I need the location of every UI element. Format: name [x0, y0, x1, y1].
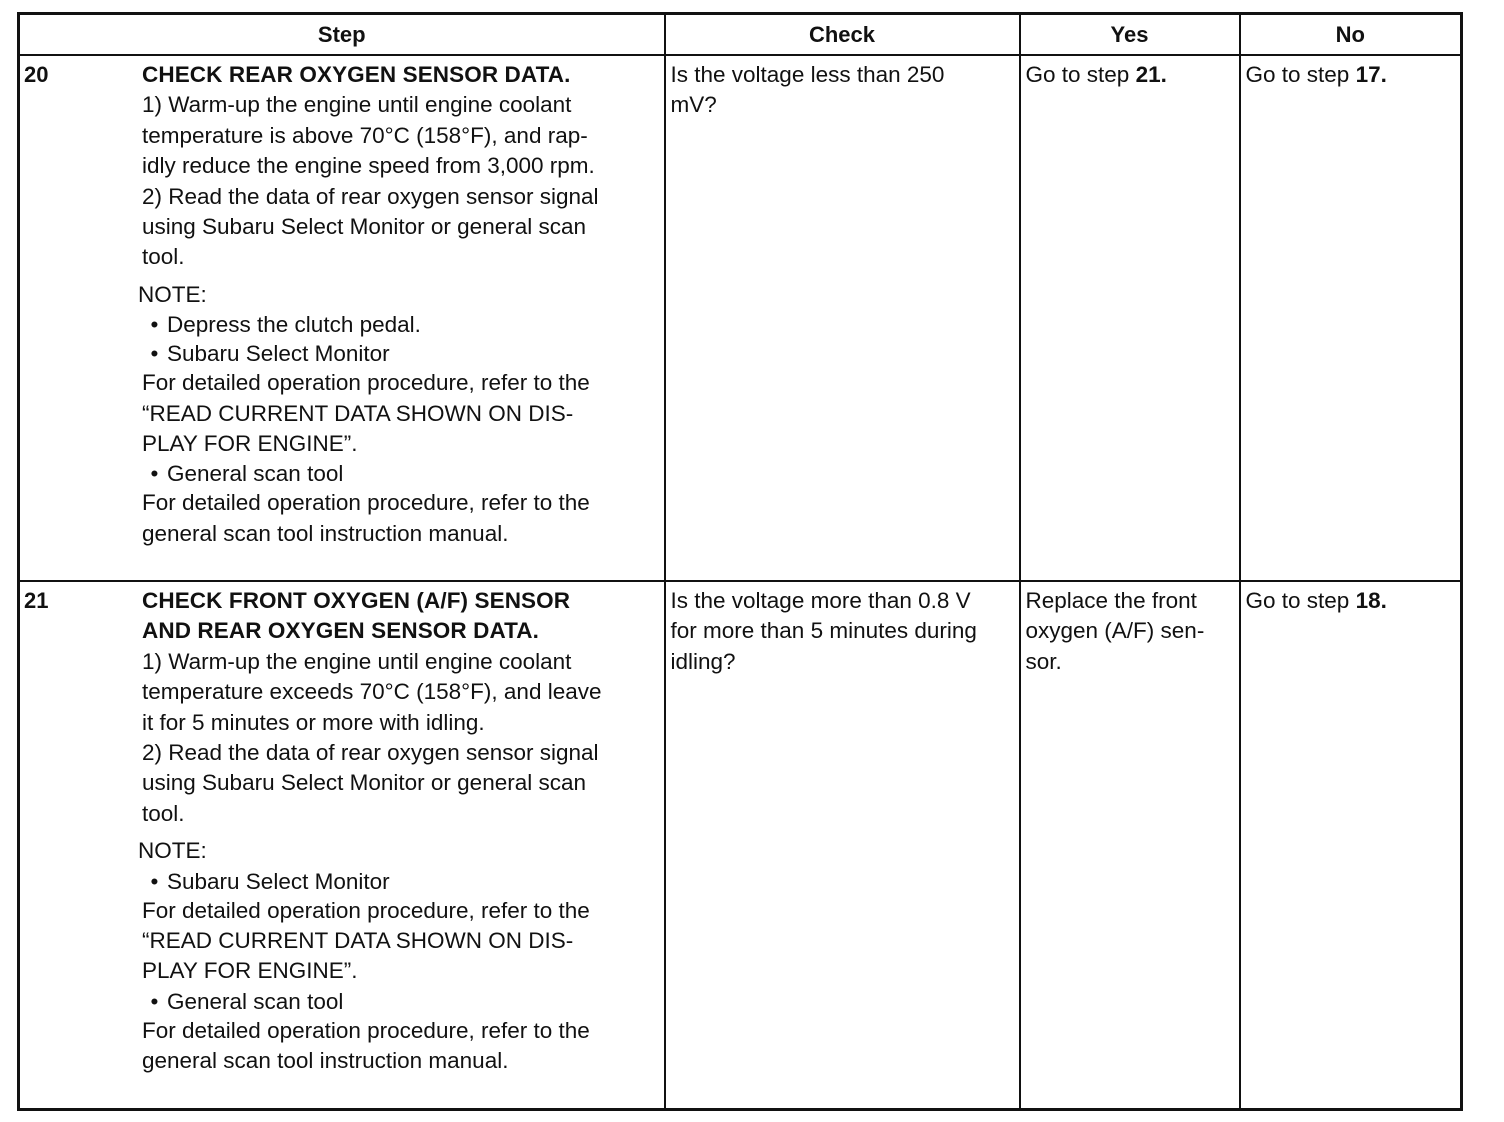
step-title: CHECK FRONT OXYGEN (A/F) SENSOR — [142, 588, 571, 613]
procedure-line: using Subaru Select Monitor or general scan — [142, 770, 587, 796]
yes-line: Replace the front — [1025, 588, 1197, 613]
note-bullet: • General scan tool — [142, 459, 658, 488]
bullet-icon: • — [150, 868, 159, 894]
yes-cell — [1020, 581, 1240, 1109]
note-bullet: • Depress the clutch pedal. — [142, 310, 658, 339]
note-label: NOTE: — [138, 281, 207, 307]
bullet-icon: • — [150, 988, 159, 1014]
table-row-step-20 — [19, 55, 1462, 581]
note-bullet: • Subaru Select Monitor — [142, 867, 658, 896]
table-row-step-21 — [19, 581, 1462, 1109]
header-yes: Yes — [1020, 14, 1240, 56]
check-line: Is the voltage less than 250 — [670, 62, 945, 87]
note-detail-line: general scan tool instruction manual. — [142, 520, 509, 546]
note-bullet: • Subaru Select Monitor — [142, 339, 658, 368]
procedure-line: tool. — [142, 244, 185, 270]
no-step-ref: 18. — [1355, 588, 1387, 613]
note-list — [142, 867, 658, 1077]
procedure-line: 2) Read the data of rear oxygen sensor signal — [142, 740, 599, 766]
note-list — [142, 310, 658, 549]
check-cell — [665, 55, 1020, 581]
step-cell — [19, 55, 665, 581]
no-action: Go to step 18. — [1245, 588, 1387, 613]
note-bullet: • General scan tool — [142, 987, 658, 1016]
no-action: Go to step 17. — [1245, 62, 1387, 87]
check-line: for more than 5 minutes during — [670, 618, 977, 644]
yes-cell — [1020, 55, 1240, 581]
note-detail-line: “READ CURRENT DATA SHOWN ON DIS- — [142, 928, 574, 954]
procedure-line: temperature exceeds 70°C (158°F), and leave — [142, 679, 602, 705]
procedure-line: it for 5 minutes or more with idling. — [142, 709, 485, 735]
header-step: Step — [19, 14, 665, 56]
note-detail-line: For detailed operation procedure, refer to the — [142, 370, 590, 396]
note-label: NOTE: — [138, 838, 207, 864]
yes-step-ref: 21. — [1135, 62, 1167, 87]
note-detail-line: For detailed operation procedure, refer to the — [142, 1017, 590, 1043]
step-body — [138, 56, 664, 549]
note-detail-line: For detailed operation procedure, refer to the — [142, 490, 590, 516]
bullet-icon: • — [150, 312, 159, 338]
procedure-line: 1) Warm-up the engine until engine coolant — [142, 92, 572, 118]
step-number: 20 — [24, 62, 49, 87]
step-body — [138, 582, 664, 1077]
no-cell — [1240, 55, 1462, 581]
header-no: No — [1240, 14, 1462, 56]
note-detail-line: PLAY FOR ENGINE”. — [142, 431, 358, 457]
check-line: mV? — [670, 92, 717, 118]
diagnostic-table — [17, 12, 1463, 1111]
step-number: 21 — [24, 588, 49, 613]
step-title: CHECK REAR OXYGEN SENSOR DATA. — [142, 62, 571, 87]
header-check: Check — [665, 14, 1020, 56]
bullet-icon: • — [150, 341, 159, 367]
check-line: idling? — [670, 648, 736, 674]
procedure-line: tool. — [142, 800, 185, 826]
bullet-icon: • — [150, 461, 159, 487]
note-detail-line: “READ CURRENT DATA SHOWN ON DIS- — [142, 400, 574, 426]
check-line: Is the voltage more than 0.8 V — [670, 588, 971, 613]
note-detail-line: PLAY FOR ENGINE”. — [142, 958, 358, 984]
procedure-line: 2) Read the data of rear oxygen sensor signal — [142, 183, 599, 209]
procedure-line: 1) Warm-up the engine until engine coolant — [142, 648, 572, 674]
procedure-line: temperature is above 70°C (158°F), and rap- — [142, 122, 588, 148]
no-cell — [1240, 581, 1462, 1109]
yes-line: sor. — [1025, 648, 1062, 674]
note-detail-line: For detailed operation procedure, refer to the — [142, 897, 590, 923]
check-cell — [665, 581, 1020, 1109]
yes-action: Go to step 21. — [1025, 62, 1167, 87]
note-detail-line: general scan tool instruction manual. — [142, 1048, 509, 1074]
no-step-ref: 17. — [1355, 62, 1387, 87]
procedure-line: using Subaru Select Monitor or general scan — [142, 214, 587, 240]
header-row — [19, 14, 1462, 56]
procedure-line: idly reduce the engine speed from 3,000 rpm. — [142, 153, 595, 179]
step-cell — [19, 581, 665, 1109]
yes-line: oxygen (A/F) sen- — [1025, 618, 1205, 644]
step-title: AND REAR OXYGEN SENSOR DATA. — [142, 618, 540, 644]
